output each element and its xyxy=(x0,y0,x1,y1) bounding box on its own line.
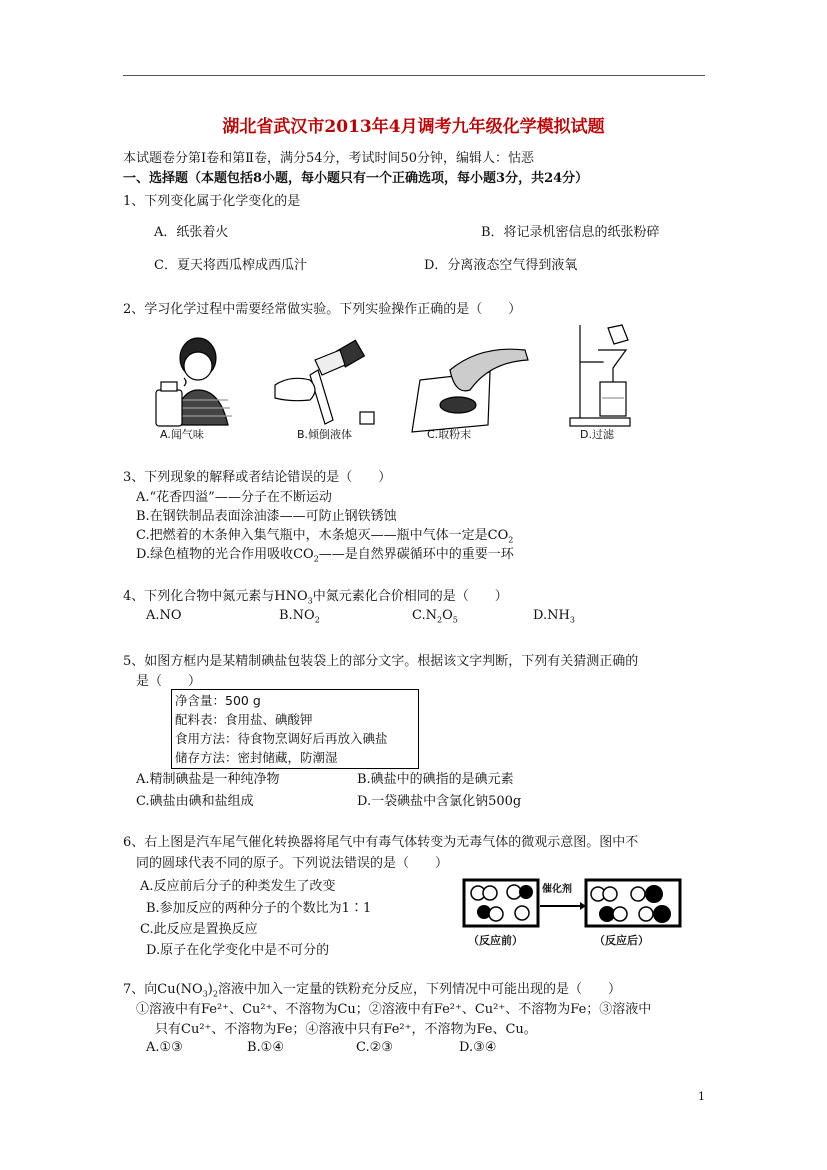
q5-option-c: C.碘盐由碘和盐组成 xyxy=(136,794,254,809)
q3-stem: 3、下列现象的解释或者结论错误的是（ ） xyxy=(123,470,392,485)
salt-label-line: 食用方法：待食物烹调好后再放入碘盐 xyxy=(175,731,388,746)
q7-option-c: C.②③ xyxy=(356,1040,393,1055)
header-rule xyxy=(123,75,705,76)
page-number: 1 xyxy=(698,1090,705,1103)
q5-option-a: A.精制碘盐是一种纯净物 xyxy=(136,772,280,787)
q7-line1: ①溶液中有Fe²⁺、Cu²⁺、不溶物为Cu；②溶液中有Fe²⁺、Cu²⁺、不溶物为Fe；③溶液中 xyxy=(136,1002,652,1017)
q6-option-c: C.此反应是置换反应 xyxy=(140,922,258,937)
intro-text: 本试题卷分第Ⅰ卷和第Ⅱ卷，满分54分，考试时间50分钟，编辑人：怙恶 xyxy=(123,151,535,166)
q1-option-a: A．纸张着火 xyxy=(154,225,229,240)
q5-stem-line1: 5、如图方框内是某精制碘盐包装袋上的部分文字。根据该文字判断，下列有关猜测正确的 xyxy=(123,654,639,669)
q2-caption-d: D.过滤 xyxy=(580,428,614,441)
smell-figure xyxy=(156,338,232,426)
q2-caption-a: A.闻气味 xyxy=(160,428,204,441)
q7-option-a: A.①③ xyxy=(146,1040,183,1055)
q7-option-b: B.①④ xyxy=(247,1040,284,1055)
q2-caption-c: C.取粉末 xyxy=(427,428,472,441)
q4-option-c: $C.N_2O_5$ xyxy=(412,608,458,625)
section-heading: 一、选择题（本题包括8小题，每小题只有一个正确选项，每小题3分，共24分） xyxy=(123,171,589,186)
salt-label-line: 净含量：500 g xyxy=(175,693,261,708)
powder-figure xyxy=(412,349,528,432)
q3-option-d: D.绿色植物的光合作用吸收$CO_2——$是自然界碳循环中的重要一环 xyxy=(136,547,514,564)
q6-stem-line1: 6、右上图是汽车尾气催化转换器将尾气中有毒气体转变为无毒气体的微观示意图。图中不 xyxy=(123,835,639,850)
q3-option-b: B.在钢铁制品表面涂油漆——可防止钢铁锈蚀 xyxy=(136,509,397,524)
q7-line2: 只有Cu²⁺、不溶物为Fe；④溶液中只有Fe²⁺，不溶物为Fe、Cu。 xyxy=(155,1022,537,1037)
before-label: （反应前） xyxy=(468,934,523,947)
q1-option-c: C．夏天将西瓜榨成西瓜汁 xyxy=(154,258,307,273)
page-title: 湖北省武汉市2013年4月调考九年级化学模拟试题 xyxy=(222,117,605,137)
q4-option-d: $D.NH_3$ xyxy=(533,608,575,625)
q6-option-b: B.参加反应的两种分子的个数比为1∶1 xyxy=(146,901,372,916)
after-label: （反应后） xyxy=(594,934,649,947)
q5-option-b: B.碘盐中的碘指的是碘元素 xyxy=(357,772,514,787)
q6-option-d: D.原子在化学变化中是不可分的 xyxy=(146,943,330,958)
q3-option-c: C.把燃着的木条伸入集气瓶中，木条熄灭——瓶中气体一定是$CO_2$ xyxy=(136,528,514,545)
q6-option-a: A.反应前后分子的种类发生了改变 xyxy=(140,879,336,894)
q2-figures xyxy=(150,320,640,445)
filter-figure xyxy=(570,325,630,426)
salt-label-line: 配料表：食用盐、碘酸钾 xyxy=(175,712,313,727)
q1-option-d: D．分离液态空气得到液氧 xyxy=(424,258,578,273)
q7-option-d: D.③④ xyxy=(459,1040,497,1055)
q1-option-b: B．将记录机密信息的纸张粉碎 xyxy=(481,225,660,240)
q5-option-d: D.一袋碘盐中含氯化钠500g xyxy=(357,794,522,809)
pour-figure xyxy=(275,340,374,424)
q4-option-a: A.NO xyxy=(146,608,182,623)
q5-stem-line2: 是（ ） xyxy=(136,674,202,689)
q1-stem: 1、下列变化属于化学变化的是 xyxy=(123,194,301,209)
salt-label-line: 储存方法：密封储藏，防潮湿 xyxy=(175,750,338,765)
reaction-diagram xyxy=(462,878,684,928)
q2-caption-b: B.倾倒液体 xyxy=(297,428,353,441)
q4-stem: 4、下列化合物中氮元素与$HNO_3$中氮元素化合价相同的是（ ） xyxy=(123,589,508,606)
q2-stem: 2、学习化学过程中需要经常做实验。下列实验操作正确的是（ ） xyxy=(123,302,522,317)
catalyst-label: 催化剂 xyxy=(542,884,572,895)
q3-option-a: A.“花香四溢”——分子在不断运动 xyxy=(136,490,332,505)
q7-stem: 7、向$Cu(NO_3)_2$溶液中加入一定量的铁粉充分反应，下列情况中可能出现的是（ ） xyxy=(123,982,621,999)
q4-option-b: $B.NO_2$ xyxy=(279,608,320,625)
salt-label-box xyxy=(171,689,419,769)
q6-stem-line2: 同的圆球代表不同的原子。下列说法错误的是（ ） xyxy=(136,856,449,871)
